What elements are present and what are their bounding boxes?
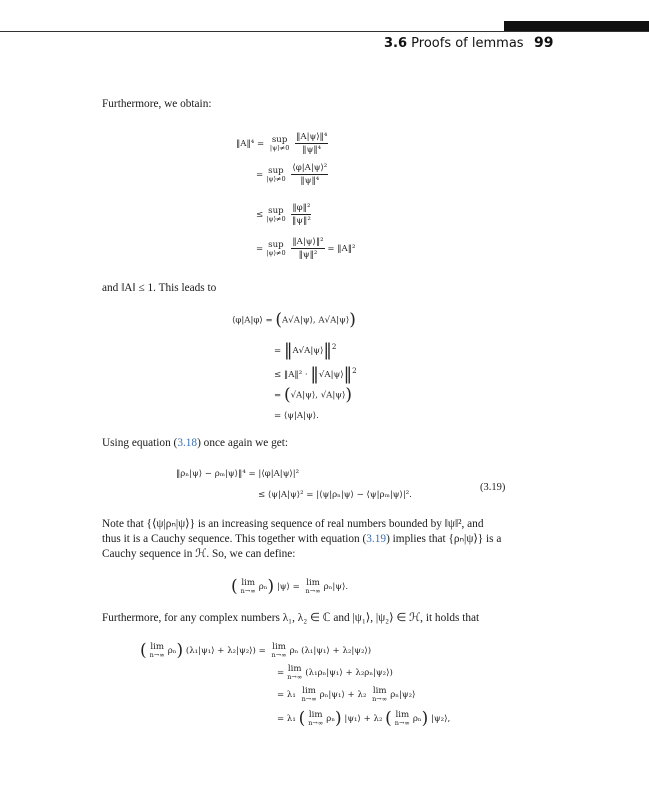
eq1-lhs: ‖A‖⁴ = <box>236 139 265 149</box>
eq2-line2: = ‖A√A|ψ⟩‖$^2$ <box>274 340 337 361</box>
paragraph-2: and ‖A‖ ≤ 1. This leads to <box>102 282 217 294</box>
eq5-line1: ( lim n→∞ ρₙ) (λ₁|ψ₁⟩ + λ₂|ψ₂⟩) = lim n→∞ ρₙ (λ₁|ψ₁⟩ + λ₂|ψ₂⟩) <box>140 640 372 661</box>
paragraph-5: Furthermore, for any complex numbers λ₁, λ₂ ∈ ℂ and |ψ₁⟩, |ψ₂⟩ ∈ ℋ, it holds that <box>102 612 480 624</box>
eq1-line4: = sup |ψ⟩≠0 $\frac{\text{‖A|ψ⟩‖²}}{\text{‖ψ‖²}}$ = ‖A‖² <box>256 237 356 260</box>
sup-operator: sup |ψ⟩≠0 <box>269 135 290 152</box>
section-number: 3.6 <box>384 36 408 51</box>
eq2-line1: ⟨φ|A|φ⟩ = (A√A|ψ⟩, A√A|ψ⟩) <box>232 310 356 330</box>
eq2-line4: = (√A|ψ⟩, √A|ψ⟩) <box>274 385 353 405</box>
paragraph-3: Using equation (3.18) once again we get: <box>102 437 289 449</box>
eq5-line2: = lim n→∞ (λ₁ρₙ|ψ₁⟩ + λ₂ρₙ|ψ₂⟩) <box>277 664 393 681</box>
eq2-line3: ≤ ‖A‖² · ‖√A|ψ⟩‖$^2$ <box>274 364 357 385</box>
equation-number-3-19: (3.19) <box>480 482 506 493</box>
equation-ref-3-18[interactable]: 3.18 <box>177 437 198 449</box>
eq319-line1: ‖ρₙ|ψ⟩ − ρₘ|ψ⟩‖⁴ = |⟨φ|A|ψ⟩|² <box>176 469 300 479</box>
eq1-line1 <box>236 132 328 155</box>
running-head <box>384 36 524 51</box>
eq2-line5: = ⟨ψ|A|ψ⟩. <box>274 411 319 421</box>
header-bar <box>504 21 649 31</box>
eq1-line3: ≤ sup |ψ⟩≠0 $\frac{\text{‖φ‖²}}{\text{‖ψ‖²}}$ <box>256 203 311 226</box>
paragraph-1: Furthermore, we obtain: <box>102 98 212 110</box>
fraction: $\frac{\text{‖A|ψ⟩‖⁴}}{\text{‖ψ‖⁴}}$ <box>296 132 328 155</box>
eq1-line2: = sup |ψ⟩≠0 $\frac{\text{⟨φ|A|ψ⟩²}}{\text{‖ψ‖⁴}}$ <box>256 163 328 186</box>
header-rule <box>0 31 649 32</box>
equation-ref-3-19[interactable]: 3.19 <box>366 533 387 545</box>
section-title: Proofs of lemmas <box>411 36 524 51</box>
page-number: 99 <box>534 35 554 51</box>
eq4-definition: ( lim n→∞ ρₙ) |ψ⟩ = lim n→∞ ρₙ|ψ⟩. <box>231 576 349 597</box>
eq5-line3: = λ₁ lim n→∞ ρₙ|ψ₁⟩ + λ₂ lim n→∞ ρₙ|ψ₂⟩ <box>277 686 416 703</box>
paragraph-4: Note that {⟨ψ|ρₙ|ψ⟩} is an increasing sequence of real numbers bounded by ‖ψ‖², and thus it is a Cauchy sequence. This together with equation (3.19) implies that {ρₙ|ψ⟩} is a Cauchy sequence in ℋ. So, we can define: <box>102 518 502 560</box>
eq319-line2: ≤ ⟨ψ|A|ψ⟩² = |⟨ψ|ρₙ|ψ⟩ − ⟨ψ|ρₘ|ψ⟩|². <box>258 490 412 500</box>
eq5-line4: = λ₁ ( lim n→∞ ρₙ) |ψ₁⟩ + λ₂ ( lim n→∞ ρₙ) |ψ₂⟩, <box>277 708 451 729</box>
